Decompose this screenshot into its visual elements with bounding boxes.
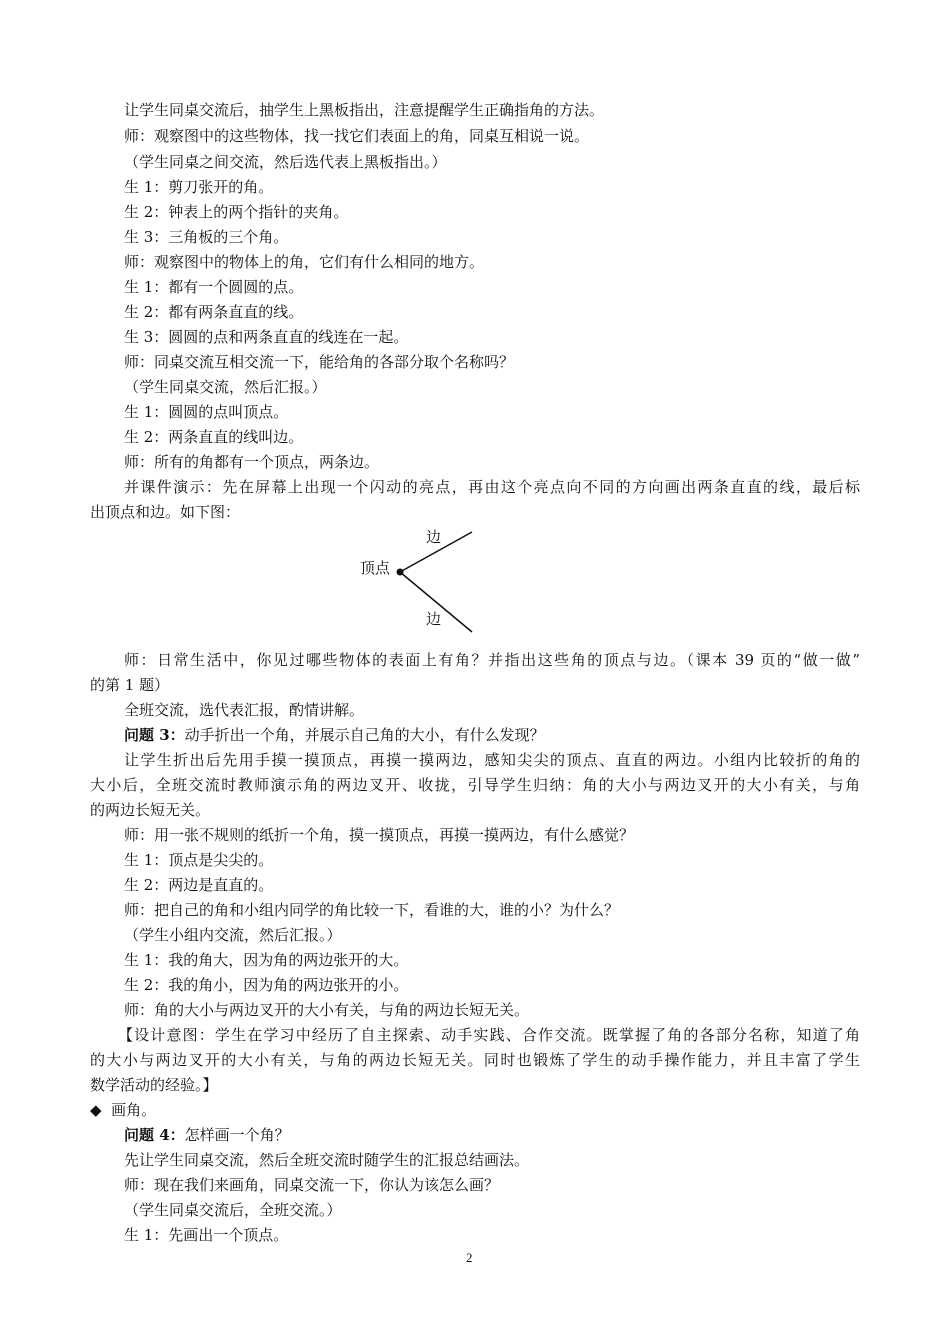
text-line: 生 1：都有一个圆圆的点。 (124, 278, 304, 296)
edge-label-bottom: 边 (426, 610, 442, 628)
text-line: 师：观察图中的物体上的角，它们有什么相同的地方。 (124, 253, 485, 271)
page-number: 2 (466, 1250, 473, 1265)
text-line: （学生同桌之间交流，然后选代表上黑板指出。） (124, 153, 447, 171)
fold-paragraph-line-2: 大小后，全班交流时教师演示角的两边叉开、收拢，引导学生归纳：角的大小与两边叉开的大小有关，与角 (90, 776, 860, 794)
text-line: 生 1：我的角大，因为角的两边张开的大。 (124, 951, 409, 969)
fold-paragraph-line-1: 让学生折出后先用手摸一摸顶点，再摸一摸两边，感知尖尖的顶点、直直的两边。小组内比较折的角的 (124, 751, 860, 769)
daily-paragraph-line-2: 的第 1 题） (90, 676, 170, 694)
text-line: 生 1：先画出一个顶点。 (124, 1226, 289, 1244)
daily-paragraph-line-1: 师：日常生活中，你见过哪些物体的表面上有角？并指出这些角的顶点与边。（课本 39 页的“做一做” (124, 651, 860, 669)
bullet-item (90, 1100, 156, 1120)
text-line: （学生同桌交流后，全班交流。） (124, 1201, 342, 1219)
question-4 (124, 1125, 290, 1145)
design-intent-line-3: 数学活动的经验。】 (90, 1076, 218, 1094)
text-line: 师：把自己的角和小组内同学的角比较一下，看谁的大，谁的小？为什么？ (124, 901, 620, 919)
text-line: 师：观察图中的这些物体，找一找它们表面上的角，同桌互相说一说。 (124, 127, 590, 145)
question-3-label: 问题 3： (124, 726, 185, 744)
text-line: 生 1：圆圆的点叫顶点。 (124, 403, 289, 421)
bullet-text: 画角。 (111, 1101, 157, 1119)
demo-paragraph-line-1: 并课件演示：先在屏幕上出现一个闪动的亮点，再由这个亮点向不同的方向画出两条直直的线，最后标 (124, 478, 860, 496)
text-line: 先让学生同桌交流，然后全班交流时随学生的汇报总结画法。 (124, 1151, 530, 1169)
text-line: 师：同桌交流互相交流一下，能给角的各部分取个名称吗？ (124, 353, 515, 371)
text-line: 生 2：两条直直的线叫边。 (124, 428, 304, 446)
class-exchange-line: 全班交流，选代表汇报，酌情讲解。 (124, 701, 365, 719)
text-line: （学生同桌交流，然后汇报。） (124, 378, 327, 396)
vertex-label: 顶点 (360, 559, 391, 577)
demo-paragraph-line-2: 出顶点和边。如下图： (90, 503, 241, 521)
text-line: 师：现在我们来画角，同桌交流一下，你认为该怎么画？ (124, 1176, 500, 1194)
text-line: 生 1：顶点是尖尖的。 (124, 851, 274, 869)
design-intent-line-1: 【设计意图：学生在学习中经历了自主探索、动手实践、合作交流。既掌握了角的各部分名称，知道了角 (118, 1026, 860, 1044)
bullet-diamond-icon: ◆ (90, 1101, 102, 1119)
text-line: 师：角的大小与两边叉开的大小有关，与角的两边长短无关。 (124, 1001, 530, 1019)
text-line: 生 2：钟表上的两个指针的夹角。 (124, 203, 349, 221)
text-line: 生 2：两边是直直的。 (124, 876, 274, 894)
text-line: 师：所有的角都有一个顶点，两条边。 (124, 453, 380, 471)
question-4-label: 问题 4： (124, 1126, 185, 1144)
text-line: （学生小组内交流，然后汇报。） (124, 926, 342, 944)
text-line: 生 3：圆圆的点和两条直直的线连在一起。 (124, 328, 409, 346)
angle-diagram (350, 520, 490, 640)
fold-paragraph-line-3: 的两边长短无关。 (90, 801, 211, 819)
question-4-text: 怎样画一个角？ (184, 1126, 290, 1144)
design-intent-line-2: 的大小与两边叉开的大小有关，与角的两边长短无关。同时也锻炼了学生的动手操作能力，并且丰富了学生 (90, 1051, 860, 1069)
text-line: 生 2：我的角小，因为角的两边张开的小。 (124, 976, 409, 994)
question-3-text: 动手折出一个角，并展示自己角的大小，有什么发现？ (184, 726, 545, 744)
text-line: 生 1：剪刀张开的角。 (124, 178, 274, 196)
text-line: 让学生同桌交流后，抽学生上黑板指出，注意提醒学生正确指角的方法。 (124, 101, 605, 119)
question-3 (124, 725, 545, 745)
text-line: 师：用一张不规则的纸折一个角，摸一摸顶点，再摸一摸两边，有什么感觉？ (124, 826, 635, 844)
text-line: 生 2：都有两条直直的线。 (124, 303, 304, 321)
text-line: 生 3：三角板的三个角。 (124, 228, 289, 246)
angle-vertex-dot (397, 569, 404, 576)
edge-label-top: 边 (426, 528, 442, 546)
